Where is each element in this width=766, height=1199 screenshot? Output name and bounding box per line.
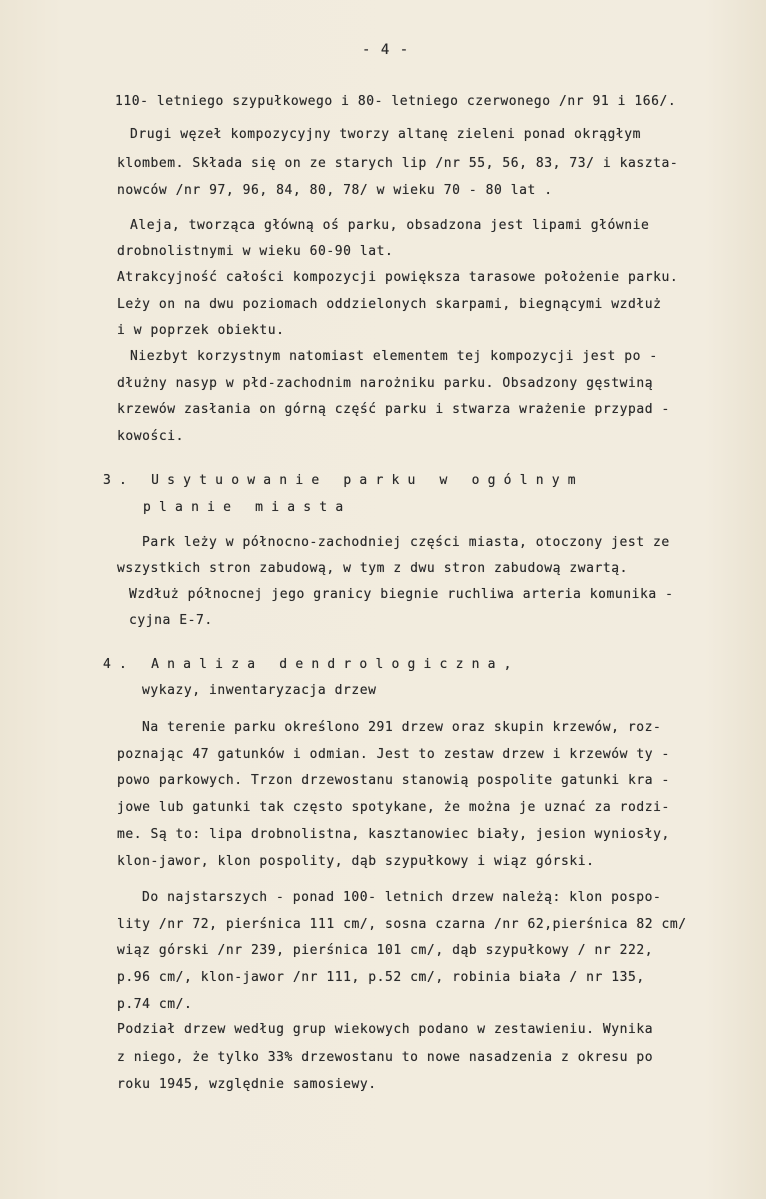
- text-line: Aleja, tworząca główną oś parku, obsadzona jest lipami głównie: [130, 218, 650, 233]
- text-line: poznając 47 gatunków i odmian. Jest to zestaw drzew i krzewów ty -: [117, 747, 670, 762]
- text-line: nowców /nr 97, 96, 84, 80, 78/ w wieku 70 - 80 lat .: [117, 183, 553, 198]
- text-line: roku 1945, względnie samosiewy.: [117, 1077, 377, 1092]
- text-line: i w poprzek obiektu.: [117, 323, 285, 338]
- text-line: Atrakcyjność całości kompozycji powiększa tarasowe położenie parku.: [117, 270, 679, 285]
- section-heading: 4. Analiza dendrologiczna,: [103, 657, 520, 672]
- text-line: klon-jawor, klon pospolity, dąb szypułkowy i wiąz górski.: [117, 854, 595, 869]
- text-line: cyjna E-7.: [129, 613, 213, 628]
- text-line: klombem. Składa się on ze starych lip /nr 55, 56, 83, 73/ i kaszta-: [117, 156, 679, 171]
- text-line: z niego, że tylko 33% drzewostanu to nowe nasadzenia z okresu po: [117, 1050, 654, 1065]
- text-line: 110- letniego szypułkowego i 80- letniego czerwonego /nr 91 i 166/.: [115, 94, 677, 109]
- section-heading: 3. Usytuowanie parku w ogólnym: [103, 473, 584, 488]
- text-line: Leży on na dwu poziomach oddzielonych skarpami, biegnącymi wzdłuż: [117, 297, 662, 312]
- text-line: p.74 cm/.: [117, 997, 193, 1012]
- text-line: Podział drzew według grup wiekowych podano w zestawieniu. Wynika: [117, 1022, 654, 1037]
- text-line: p.96 cm/, klon-jawor /nr 111, p.52 cm/, robinia biała / nr 135,: [117, 970, 645, 985]
- text-line: wszystkich stron zabudową, w tym z dwu stron zabudową zwartą.: [117, 561, 628, 576]
- text-line: wiąz górski /nr 239, pierśnica 101 cm/, dąb szypułkowy / nr 222,: [117, 943, 654, 958]
- text-line: Niezbyt korzystnym natomiast elementem tej kompozycji jest po -: [130, 349, 658, 364]
- text-line: dłużny nasyp w płd-zachodnim narożniku parku. Obsadzony gęstwiną: [117, 376, 654, 391]
- text-line: lity /nr 72, pierśnica 111 cm/, sosna czarna /nr 62,pierśnica 82 cm/: [117, 917, 687, 932]
- text-line: Wzdłuż północnej jego granicy biegnie ruchliwa arteria komunika -: [129, 587, 674, 602]
- text-line: kowości.: [117, 429, 185, 444]
- text-line: Park leży w północno-zachodniej części miasta, otoczony jest ze: [142, 535, 670, 550]
- text-line: powo parkowych. Trzon drzewostanu stanowią pospolite gatunki kra -: [117, 773, 670, 788]
- text-line: Na terenie parku określono 291 drzew oraz skupin krzewów, roz-: [142, 720, 662, 735]
- text-line: me. Są to: lipa drobnolistna, kasztanowiec biały, jesion wyniosły,: [117, 827, 670, 842]
- section-subheading: wykazy, inwentaryzacja drzew: [142, 683, 377, 698]
- text-line: Drugi węzeł kompozycyjny tworzy altanę zieleni ponad okrągłym: [130, 127, 641, 142]
- text-line: krzewów zasłania on górną część parku i stwarza wrażenie przypad -: [117, 402, 670, 417]
- page-number: - 4 -: [362, 42, 410, 58]
- text-line: Do najstarszych - ponad 100- letnich drzew należą: klon pospo-: [142, 890, 662, 905]
- section-heading: planie miasta: [143, 500, 352, 515]
- text-line: jowe lub gatunki tak często spotykane, że można je uznać za rodzi-: [117, 800, 670, 815]
- text-line: drobnolistnymi w wieku 60-90 lat.: [117, 244, 394, 259]
